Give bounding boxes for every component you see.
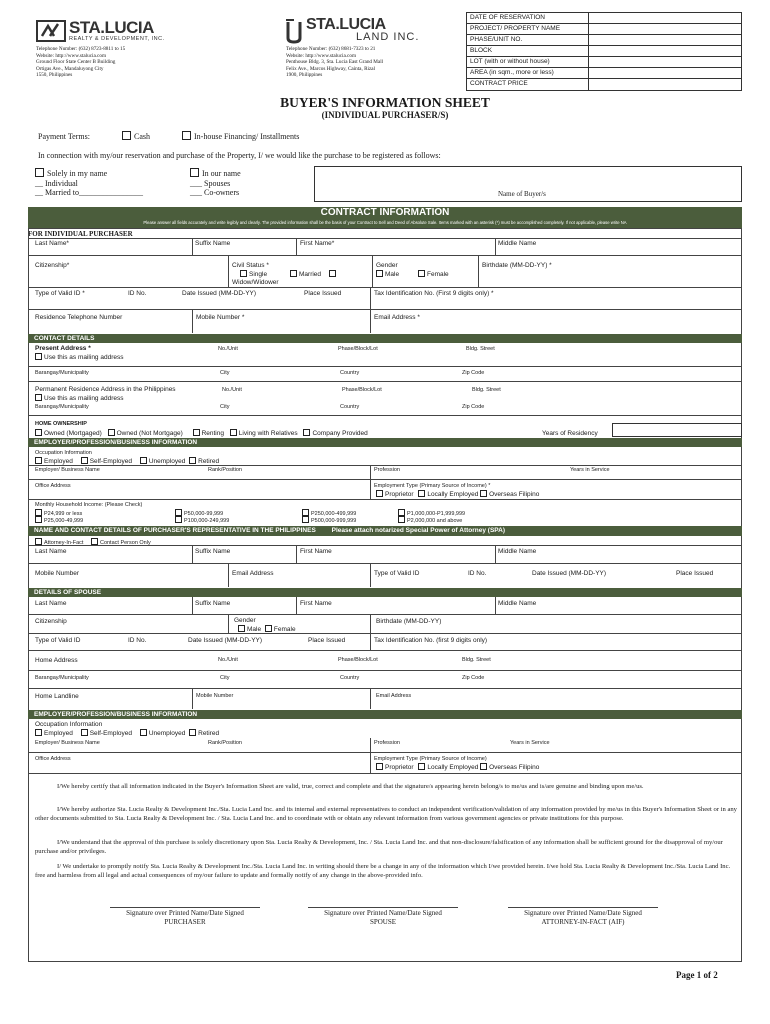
individual-option[interactable]: __ Individual <box>35 178 78 188</box>
female-checkbox[interactable] <box>418 270 425 277</box>
spouse-rank-label: Rank/Position <box>208 740 242 746</box>
spouse-occupation-label: Occupation Information <box>35 721 103 728</box>
spouse-unemployed-label: Unemployed <box>148 730 186 737</box>
signature-role: SPOUSE <box>369 918 397 926</box>
rep-middle-name-label: Middle Name <box>498 548 537 555</box>
spouse-proprietor-checkbox[interactable] <box>376 763 383 770</box>
city2-label: City <box>220 404 230 410</box>
retired-checkbox[interactable] <box>189 457 196 464</box>
office-address-label: Office Address <box>35 483 71 489</box>
profession-label: Profession <box>374 467 400 473</box>
reservation-label: BLOCK <box>467 46 589 56</box>
spouse-employment-type-options <box>376 763 539 771</box>
sta-lucia-realty-mark-icon <box>36 20 66 42</box>
male-checkbox[interactable] <box>376 270 383 277</box>
aif-label: Attorney-In-Fact <box>44 540 84 546</box>
signature-role: PURCHASER <box>164 918 206 926</box>
female-label: Female <box>427 271 449 278</box>
barangay-label: Barangay/Municipality <box>35 370 89 376</box>
income-checkbox[interactable] <box>398 516 405 523</box>
logo2-address <box>286 46 383 79</box>
company-option[interactable] <box>303 430 367 437</box>
rep-first-name-label: First Name <box>300 548 332 555</box>
owned-mortgaged-checkbox[interactable] <box>35 429 42 436</box>
solely-label: Solely in my name <box>47 169 108 178</box>
reservation-row[interactable] <box>467 46 741 57</box>
income-checkbox[interactable] <box>302 516 309 523</box>
rep-last-name-label: Last Name <box>35 548 67 555</box>
civil-single[interactable] <box>240 270 267 278</box>
self-employed-label: Self-Employed <box>89 458 132 465</box>
reservation-label: DATE OF RESERVATION <box>467 13 589 23</box>
renting-option[interactable] <box>193 430 224 437</box>
logo1-line: Website: http://www.stalucia.com <box>36 52 106 59</box>
country2-label: Country <box>340 404 360 410</box>
logo2-brand: STA.LUCIA <box>306 16 386 33</box>
reservation-table <box>466 12 742 91</box>
single-label: Single <box>249 271 268 278</box>
contact-only-label: Contact Person Only <box>99 540 151 546</box>
spouse-years-service-label: Years in Service <box>510 740 550 746</box>
income-checkbox[interactable] <box>302 509 309 516</box>
reservation-label: CONTRACT PRICE <box>467 79 589 90</box>
middle-name-label: Middle Name <box>498 240 537 247</box>
spouse-street-label: Bldg. Street <box>462 657 491 663</box>
date-issued-label: Date Issued (MM-DD-YY) <box>182 290 257 297</box>
contact-only-checkbox[interactable] <box>91 538 98 545</box>
gender-male[interactable] <box>376 270 399 278</box>
country-label: Country <box>340 370 360 376</box>
res-phone-label: Residence Telephone Number <box>35 314 123 321</box>
locally-option[interactable] <box>418 491 478 498</box>
spouse-overseas-checkbox[interactable] <box>480 763 487 770</box>
permanent-mailing[interactable] <box>35 394 123 402</box>
spouse-email-label: Email Address <box>376 693 412 699</box>
signature-spouse[interactable] <box>308 907 458 927</box>
occupation-label: Occupation Information <box>35 450 92 456</box>
registration-right <box>190 168 241 198</box>
spouse-tin-label: Tax Identification No. (first 9 digits only) <box>374 637 488 644</box>
spouse-bar: DETAILS OF SPOUSE <box>28 588 742 597</box>
buyer-name-label: Name of Buyer/s <box>498 190 546 198</box>
spouse-locally-label: Locally Employed <box>427 764 479 771</box>
spouse-occupation-options <box>35 729 219 737</box>
individual-purchaser-header: FOR INDIVIDUAL PURCHASER <box>28 230 133 238</box>
certification-paragraph: I/We understand that the approval of this purchase is solely discretionary upon Sta. Lucia Realty & Development, Inc. / Sta. Lucia Land Inc. and that non-disclosure/falsification of any information shall be sufficient ground for the disapproval of my/our purchase and/or privileges. <box>35 839 723 855</box>
spouse-employed-option[interactable] <box>35 730 73 737</box>
spouse-phase-label: Phase/Block/Lot <box>338 657 378 663</box>
reservation-row[interactable] <box>467 57 741 68</box>
coowners-option[interactable]: ___ Co-owners <box>190 188 240 197</box>
inhouse-label: In-house Financing/ Installments <box>194 132 300 141</box>
spouse-employed-checkbox[interactable] <box>35 729 42 736</box>
relatives-checkbox[interactable] <box>230 429 237 436</box>
spouse-self-employed-option[interactable] <box>81 730 132 737</box>
rep-id-no-label: ID No. <box>468 570 487 577</box>
tin-label: Tax Identification No. (First 9 digits only) * <box>374 290 494 297</box>
income-option-label: P25,000-49,999 <box>44 518 84 524</box>
self-employed-option[interactable] <box>81 458 132 465</box>
rep-date-issued-label: Date Issued (MM-DD-YY) <box>532 570 607 577</box>
spouses-option[interactable]: ___ Spouses <box>190 178 231 188</box>
spouse-gender-label: Gender <box>234 617 256 624</box>
employer-bar: EMPLOYER/PROFESSION/BUSINESS INFORMATION <box>28 438 742 447</box>
reservation-label: PROJECT/ PROPERTY NAME <box>467 24 589 34</box>
owned-not-option[interactable] <box>108 430 183 437</box>
contract-information-title: CONTRACT INFORMATION <box>320 207 450 218</box>
logo1-line: Ortigas Ave., Mandaluyong City <box>36 65 104 72</box>
logo1-brand: STA.LUCIA <box>69 18 154 37</box>
email-label: Email Address * <box>374 314 420 321</box>
logo2-line: Telephone Number: (632) 8681-7323 to 21 <box>286 46 376 52</box>
solely-checkbox[interactable] <box>35 168 44 177</box>
spouse-employed-label: Employed <box>44 730 73 737</box>
spouse-date-issued-label: Date Issued (MM-DD-YY) <box>188 637 263 644</box>
home-options <box>35 429 368 437</box>
spouse-employment-type-label: Employment Type (Primary Source of Income) <box>374 756 487 762</box>
city-label: City <box>220 370 230 376</box>
spouse-locally-checkbox[interactable] <box>418 763 425 770</box>
spouse-female-option[interactable] <box>265 626 296 633</box>
payment-inhouse[interactable] <box>182 131 299 141</box>
unit2-label: No./Unit <box>222 387 242 393</box>
business-name-label: Employer/ Business Name <box>35 467 100 473</box>
mobile-label: Mobile Number * <box>196 314 245 321</box>
reservation-row[interactable] <box>467 24 741 35</box>
barangay2-label: Barangay/Municipality <box>35 404 89 410</box>
income-checkbox[interactable] <box>175 516 182 523</box>
male-label: Male <box>385 271 400 278</box>
spouse-birthdate-label: Birthdate (MM-DD-YY) <box>376 618 442 625</box>
logo1-tagline: REALTY & DEVELOPMENT, INC. <box>69 36 165 42</box>
sta-lucia-land-mark-icon <box>284 18 304 44</box>
phase-label: Phase/Block/Lot <box>338 346 378 352</box>
spouse-first-name-label: First Name <box>300 600 332 607</box>
spouse-office-address-label: Office Address <box>35 756 71 762</box>
cash-label: Cash <box>134 132 150 141</box>
logo2-line: Website: http://www.stalucia.com <box>286 52 356 59</box>
widow-checkbox[interactable] <box>329 270 336 277</box>
reservation-label: PHASE/UNIT NO. <box>467 35 589 45</box>
representative-bar <box>28 526 742 536</box>
signature-purchaser[interactable] <box>110 907 260 927</box>
rep-mobile-label: Mobile Number <box>35 570 80 577</box>
reservation-label: LOT (with or without house) <box>467 57 589 67</box>
certification-paragraph: I/We hereby certify that all information indicated in the Buyer's Information Sheet are valid, true, correct and complete and that the signature/s appearing herein belong/s to me/us and is/are genuine and binding upon me/us. <box>57 783 644 790</box>
income-label: Monthly Household Income: (Please Check) <box>35 502 143 508</box>
reservation-row[interactable] <box>467 13 741 24</box>
spouse-male-option[interactable] <box>238 626 261 633</box>
income-option-label: P2,000,000 and above <box>407 518 463 524</box>
spouse-proprietor-label: Proprietor <box>385 764 414 771</box>
logo2-tagline: LAND INC. <box>356 31 420 43</box>
home-ownership-label: HOME OWNERSHIP <box>35 421 87 427</box>
mailing2-checkbox[interactable] <box>35 394 42 401</box>
registration-left <box>35 168 143 198</box>
spouse-id-no-label: ID No. <box>128 637 147 644</box>
spouse-zip-label: Zip Code <box>462 675 485 681</box>
company-checkbox[interactable] <box>303 429 310 436</box>
zip2-label: Zip Code <box>462 404 485 410</box>
spouse-overseas-option[interactable] <box>480 764 539 771</box>
overseas-option[interactable] <box>480 491 539 498</box>
logo1-address <box>36 46 125 79</box>
income-6[interactable] <box>302 516 356 524</box>
solely-option[interactable] <box>35 168 143 179</box>
cash-checkbox[interactable] <box>122 131 131 140</box>
contact-details-bar: CONTACT DETAILS <box>28 334 742 343</box>
spouse-self-employed-checkbox[interactable] <box>81 729 88 736</box>
married-option[interactable]: __ Married to________________ <box>35 188 143 197</box>
first-name-label: First Name* <box>300 240 335 247</box>
employment-type-options <box>376 490 539 498</box>
overseas-checkbox[interactable] <box>480 490 487 497</box>
ournames-checkbox[interactable] <box>190 168 199 177</box>
occupation-options <box>35 457 219 465</box>
years-residency-box[interactable] <box>612 423 742 437</box>
payment-cash[interactable] <box>122 131 150 141</box>
income-8[interactable] <box>398 516 462 524</box>
spouse-profession-label: Profession <box>374 740 400 746</box>
spouse-retired-label: Retired <box>198 730 220 737</box>
logo2-line: 1900, Philippines <box>286 72 323 78</box>
spouse-landline-label: Home Landline <box>35 693 79 700</box>
place-issued-label: Place Issued <box>304 290 342 297</box>
gender-female[interactable] <box>418 270 449 278</box>
renting-label: Renting <box>201 430 224 437</box>
employed-option[interactable] <box>35 458 73 465</box>
income-4[interactable] <box>175 516 229 524</box>
employed-checkbox[interactable] <box>35 457 42 464</box>
self-employed-checkbox[interactable] <box>81 457 88 464</box>
reservation-label: AREA (in sqm., more or less) <box>467 68 589 78</box>
company-label: Company Provided <box>312 430 368 437</box>
mailing-label: Use this as mailing address <box>44 354 124 361</box>
owned-not-label: Owned (Not Mortgage) <box>116 430 183 437</box>
spouse-male-label: Male <box>247 626 262 633</box>
income-option-label: P1,000,000-P1,999,999 <box>407 511 466 517</box>
income-option-label: P500,000-999,999 <box>311 518 357 524</box>
spouse-home-address-label: Home Address <box>35 657 78 664</box>
permanent-address-label: Permanent Residence Address in the Philippines <box>35 386 176 393</box>
locally-label: Locally Employed <box>427 491 479 498</box>
payment-terms-label: Payment Terms: <box>38 132 90 141</box>
spouse-gender-options <box>238 625 296 633</box>
married-checkbox[interactable] <box>290 270 297 277</box>
representative-title: NAME AND CONTACT DETAILS OF PURCHASER'S REPRESENTATIVE IN THE PHILIPPINES <box>34 527 316 534</box>
overseas-label: Overseas Filipino <box>489 491 540 498</box>
income-checkbox[interactable] <box>35 516 42 523</box>
certification-paragraph: I/ We undertake to promptly notify Sta. Lucia Realty & Development Inc./Sta. Lucia Land Inc. in writing should there be a change in any of the information which I/we provided herein. I/we hold Sta. Lucia Realty & Development Inc./Sta. Lucia Land Inc. free and harmless from all legal and actual consequences of my/our failure to update and formally notify of any change in the above-provided info. <box>35 863 731 879</box>
unemployed-label: Unemployed <box>148 458 186 465</box>
employment-type-label: Employment Type (Primary Source of Income) * <box>374 483 491 489</box>
income-checkbox[interactable] <box>175 509 182 516</box>
proprietor-checkbox[interactable] <box>376 490 383 497</box>
spouse-country-label: Country <box>340 675 360 681</box>
spouse-valid-id-label: Type of Valid ID <box>35 637 81 644</box>
logo2-line: Penthouse Bldg. 3, Sta. Lucia East Grand Mall <box>286 59 384 65</box>
income-option-label: P250,000-499,999 <box>311 511 357 517</box>
renting-checkbox[interactable] <box>193 429 200 436</box>
logo1-line: Telephone Number: (632) 8723-8811 to 15 <box>36 46 126 52</box>
spa-note: Please attach notarized Special Power of Attorney (SPA) <box>331 527 505 534</box>
years-service-label: Years in Service <box>570 467 610 473</box>
ournames-option[interactable] <box>190 168 241 179</box>
present-mailing[interactable] <box>35 353 123 361</box>
rep-email-label: Email Address <box>232 570 274 577</box>
last-name-label: Last Name* <box>35 240 69 247</box>
proprietor-label: Proprietor <box>385 491 414 498</box>
proprietor-option[interactable] <box>376 491 414 498</box>
spouse-retired-checkbox[interactable] <box>189 729 196 736</box>
zip-label: Zip Code <box>462 370 485 376</box>
phase2-label: Phase/Block/Lot <box>342 387 382 393</box>
signature-line-label: Signature over Printed Name/Date Signed <box>524 909 642 917</box>
income-2[interactable] <box>35 516 83 524</box>
spouse-suffix-label: Suffix Name <box>195 600 231 607</box>
intro-text: In connection with my/our reservation and purchase of the Property, I/ we would like the purchase to be registered as follows: <box>38 151 441 160</box>
spouse-city-label: City <box>220 675 230 681</box>
ournames-label: In our name <box>202 169 241 178</box>
spouse-unit-label: No./Unit <box>218 657 238 663</box>
spouse-business-name-label: Employer/ Business Name <box>35 740 100 746</box>
signature-aif[interactable] <box>508 907 658 927</box>
certification-paragraph: I/We hereby authorize Sta. Lucia Realty & Development Inc./Sta. Lucia Land Inc. and its internal and external representatives to conduct an independent verification/validation of any information provided by me/us in this Buyer's Information Sheet or in any other documents submitted to Sta. Lucia Realty & Development Inc. / Sta. Lucia Land Inc. and to coordinate with or obtain any relevant information from various government agencies or private institutions for this purpose. <box>35 806 737 822</box>
retired-option[interactable] <box>189 458 219 465</box>
page-number: Page 1 of 2 <box>676 970 718 980</box>
street2-label: Bldg. Street <box>472 387 501 393</box>
aif-checkbox[interactable] <box>35 538 42 545</box>
widow-label: Widow/Widower <box>232 279 279 286</box>
relatives-label: Living with Relatives <box>238 430 298 437</box>
spouse-female-checkbox[interactable] <box>265 625 272 632</box>
mailing2-label: Use this as mailing address <box>44 395 124 402</box>
civil-status-label: Civil Status * <box>232 262 269 269</box>
spouse-middle-name-label: Middle Name <box>498 600 537 607</box>
spouse-retired-option[interactable] <box>189 730 219 737</box>
spouse-locally-option[interactable] <box>418 764 478 771</box>
page-subtitle: (INDIVIDUAL PURCHASER/S) <box>321 110 449 120</box>
unemployed-checkbox[interactable] <box>140 457 147 464</box>
locally-checkbox[interactable] <box>418 490 425 497</box>
spouse-citizenship-label: Citizenship <box>35 618 67 625</box>
owned-mortgaged-label: Owned (Mortgaged) <box>44 430 102 437</box>
rep-place-issued-label: Place Issued <box>676 570 714 577</box>
income-checkbox[interactable] <box>35 509 42 516</box>
spouse-unemployed-checkbox[interactable] <box>140 729 147 736</box>
gender-label: Gender <box>376 262 398 269</box>
spouse-overseas-label: Overseas Filipino <box>489 764 540 771</box>
spouse-self-employed-label: Self-Employed <box>89 730 132 737</box>
spouse-barangay-label: Barangay/Municipality <box>35 675 89 681</box>
rep-suffix-label: Suffix Name <box>195 548 231 555</box>
spouse-last-name-label: Last Name <box>35 600 67 607</box>
owned-mortgaged-option[interactable] <box>35 430 102 437</box>
logo1-line: Ground Floor State Center B Building <box>36 59 116 65</box>
spouse-proprietor-option[interactable] <box>376 764 414 771</box>
mailing-checkbox[interactable] <box>35 353 42 360</box>
logo1-line: 1550, Philippines <box>36 72 73 78</box>
reservation-row[interactable] <box>467 35 741 46</box>
spouse-place-issued-label: Place Issued <box>308 637 346 644</box>
married-label: Married <box>299 271 322 278</box>
spouse-mobile-label: Mobile Number <box>196 693 234 699</box>
owned-not-checkbox[interactable] <box>108 429 115 436</box>
contract-note: Please answer all fields accurately and write legibly and clearly. The provided information shall be the basis of your Contract to Sell and Deed of Absolute Sale. Items marked with an asterisk (*) must be accomplished completely. If not applicable, please write NA <box>143 220 627 225</box>
birthdate-label: Birthdate (MM-DD-YY) * <box>482 262 552 269</box>
employed-label: Employed <box>44 458 73 465</box>
suffix-label: Suffix Name <box>195 240 231 247</box>
employer2-bar: EMPLOYER/PROFESSION/BUSINESS INFORMATION <box>28 710 742 719</box>
civil-married[interactable] <box>290 270 338 278</box>
spouse-female-label: Female <box>273 626 296 633</box>
unit-label: No./Unit <box>218 346 238 352</box>
spouse-unemployed-option[interactable] <box>140 730 186 737</box>
present-address-label: Present Address * <box>35 345 91 352</box>
signature-line-label: Signature over Printed Name/Date Signed <box>126 909 244 917</box>
id-no-label: ID No. <box>128 290 147 297</box>
rep-valid-id-label: Type of Valid ID <box>374 570 420 577</box>
street-label: Bldg. Street <box>466 346 495 352</box>
signature-role: ATTORNEY-IN-FACT (AIF) <box>541 918 625 926</box>
reservation-row[interactable] <box>467 68 741 79</box>
reservation-row[interactable] <box>467 79 741 90</box>
relatives-option[interactable] <box>230 430 298 437</box>
unemployed-option[interactable] <box>140 458 186 465</box>
signature-line-label: Signature over Printed Name/Date Signed <box>324 909 442 917</box>
income-checkbox[interactable] <box>398 509 405 516</box>
inhouse-checkbox[interactable] <box>182 131 191 140</box>
income-option-label: P50,000-99,999 <box>184 511 224 517</box>
spouse-male-checkbox[interactable] <box>238 625 245 632</box>
rank-label: Rank/Position <box>208 467 242 473</box>
income-option-label: P24,999 or less <box>44 511 83 517</box>
citizenship-label: Citizenship* <box>35 262 70 269</box>
single-checkbox[interactable] <box>240 270 247 277</box>
years-residency-label: Years of Residency <box>542 430 598 437</box>
income-option-label: P100,000-249,999 <box>184 518 230 524</box>
page-title: BUYER'S INFORMATION SHEET <box>280 95 490 110</box>
valid-id-label: Type of Valid ID * <box>35 290 85 297</box>
retired-label: Retired <box>198 458 220 465</box>
logo2-line: Felix Ave., Marcos Highway, Cainta, Rizal <box>286 65 376 72</box>
